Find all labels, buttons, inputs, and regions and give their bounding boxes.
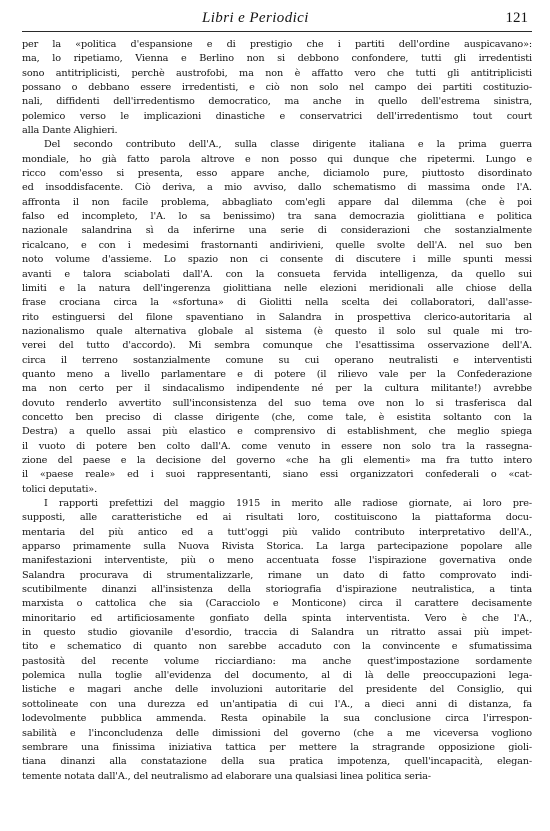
text-line: I rapporti prefettizi del maggio 1915 in merito alle radiose giornate, ai loro pre-	[44, 498, 532, 509]
text-line: supposti, alle caratteristiche ed ai risultati loro, costituiscono la piattaforma docu-	[22, 512, 532, 524]
text-line: per la «politica d'espansione e di prestigio che i partiti dell'ordine auspicavano»:	[22, 39, 532, 50]
text-line: rito estinguersi del filone spaventiano in Salandra in prospettiva clerico-autoritaria al	[22, 311, 532, 323]
text-line: ed insoddisfacente. Ciò deriva, a mio avviso, dallo schematismo di massima onde l'A.	[22, 182, 532, 194]
text-line: Salandra procurava di strumentalizzarle, rimane un dato di fatto comprovato indi-	[22, 569, 532, 581]
text-line: verei del tutto d'accordo). Mi sembra comunque che l'esattissima osservazione dell'A.	[22, 340, 532, 352]
text-line: zione del paese e la decisione del governo «che ha gli elementi» ma fra tutto intero	[22, 454, 532, 466]
text-line: sembrare una finissima iniziativa tattica per mettere la stragrande opposizione gioli-	[22, 741, 532, 753]
text-line: temente notata dall'A., del neutralismo ad elaborare una qualsiasi linea politica seria-	[22, 770, 431, 782]
text-line: Destra) a quello assai più elastico e comprensivo di establishment, che meglio spiega	[22, 426, 532, 438]
paragraph	[22, 497, 532, 784]
paragraph	[22, 138, 532, 497]
text-line: mondiale, ho già fatto parola altrove e non posso qui dunque che ripetermi. Lungo e	[22, 153, 532, 165]
text-line: falso ed incompleto, l'A. lo sa benissimo) tra sana democrazia giolittiana e politica	[22, 211, 532, 223]
text-line: sabilità e l'inconcludenza delle dimissioni del governo (che a me viceversa vogliono	[22, 727, 532, 739]
text-line: noto volume d'assieme. Lo spazio non ci consente di discutere i mille spunti messi	[22, 254, 532, 266]
header-divider	[22, 31, 532, 32]
text-line: Del secondo contributo dell'A., sulla classe dirigente italiana e la prima guerra	[44, 139, 532, 151]
text-line: avanti e talora sciabolati dall'A. con la consueta fervida intelligenza, da quello sui	[22, 268, 532, 280]
text-line: pastosità del recente volume ricciardiano: ma anche quest'impostazione sordamente	[22, 655, 532, 667]
text-line: dovuto renderlo avvertito sull'inconsistenza del suo tema ove non lo si trasferisca dal	[22, 397, 532, 409]
text-line: circa il terreno sostanzialmente comune su cui operano neutralisti e interventisti	[22, 354, 532, 366]
text-line: il vuoto di potere ben colto dall'A. come venuto in essere non solo tra la rassegna-	[22, 440, 532, 452]
text-line: ricalcano, e con i medesimi frastornanti andirivieni, quelle svolte dell'A. nel suo ben	[22, 239, 532, 251]
text-line: mentaria del più antico ed a tutt'oggi più valido contributo interpretativo dell'A.,	[22, 526, 532, 538]
page-header	[22, 6, 532, 32]
text-line: tito e schematico di quanto non sarebbe accaduto con la convincente e sfumatissima	[22, 641, 532, 653]
text-line: concetto ben preciso di classe dirigente (che, come tale, è esistita soltanto con la	[22, 411, 532, 423]
text-line: sono antitriplicisti, perchè austrofobi, ma non è affatto vero che tutti gli antitriplicisti	[22, 67, 532, 79]
text-line: nazionale salandrina sì da inferirne una serie di considerazioni che sostanzialmente	[22, 225, 532, 237]
text-line: alla Dante Alighieri.	[22, 125, 118, 137]
text-line: tolici deputati».	[22, 483, 98, 495]
text-line: sottolineate con una durezza ed un'antipatia di cui l'A., a dieci anni di distanza, fa	[22, 698, 532, 710]
text-line: il «paese reale» ed i suoi rappresentanti, siano essi organizzatori confederali o «cat-	[22, 469, 532, 481]
text-line: possano o debbano essere irredentisti, e ciò non solo nel campo dei partiti costituzio-	[22, 82, 532, 94]
text-line: apparso primamente sulla Nuova Rivista Storica. La larga partecipazione popolare alle	[22, 541, 532, 553]
text-line: ricco com'esso si presenta, esso appare anche, diciamolo pure, piuttosto disordinato	[22, 168, 532, 180]
text-line: minoritario ed artificiosamente gonfiato della spinta interventista. Vero è che l'A.,	[22, 612, 532, 624]
paragraph	[22, 38, 532, 138]
text-line: scutibilmente dinanzi all'insistenza della storiografia d'ispirazione neutralistica, a tinta	[22, 584, 532, 596]
text-line: polemica nulla toglie all'evidenza del documento, al di là delle preoccupazioni lega-	[22, 670, 532, 682]
text-line: listiche e magari anche delle involuzioni autoritarie del presidente del Consiglio, qui	[22, 684, 532, 696]
text-line: polemico verso le implicazioni dinastiche e conservatrici dell'irredentismo tout court	[22, 110, 532, 122]
text-line: nazionalismo quale alternativa globale al sistema (è questo il solo sul quale mi tro-	[22, 325, 532, 337]
page-number: 121	[505, 10, 528, 26]
text-line: ma, lo ripetiamo, Vienna e Berlino non si debbono confondere, tutti gli irredentisti	[22, 53, 532, 65]
text-line: lodevolmente pubblica ammenda. Resta opinabile la sua conclusione circa l'irrespon-	[22, 713, 532, 725]
running-title: Libri e Periodici	[202, 10, 309, 26]
text-line: nali, diffidenti dell'irredentismo democratico, ma anche in quello dell'estrema sinistra,	[22, 96, 532, 108]
text-line: limiti e la natura dell'ingerenza giolittiana nelle elezioni meridionali alle chiose della	[22, 282, 532, 294]
text-line: in questo studio giovanile d'esordio, traccia di Salandra un ritratto assai più impet-	[22, 627, 532, 639]
text-line: quanto meno a livello parlamentare e di potere (il rilievo vale per la Confederazione	[22, 368, 532, 380]
article-body	[22, 38, 532, 784]
text-line: tiana dinanzi alla constatazione della sua pratica impotenza, quell'incapacità, elegan-	[22, 756, 532, 768]
text-line: frase crociana circa la «sfortuna» di Giolitti nella scelta dei collaboratori, dall'asse-	[22, 297, 532, 309]
text-line: manifestazioni interventiste, più o meno accentuata fosse l'ispirazione governativa onde	[22, 555, 532, 567]
text-line: marxista o cattolica che sia (Caracciolo e Monticone) circa il carattere decisamente	[22, 598, 532, 610]
text-line: affronta il non facile problema, abbagliato com'egli appare dal dilemma (che è poi	[22, 196, 532, 208]
text-line: ma non certo per il sindacalismo indipendente né per la cultura militante!) avrebbe	[22, 383, 532, 395]
